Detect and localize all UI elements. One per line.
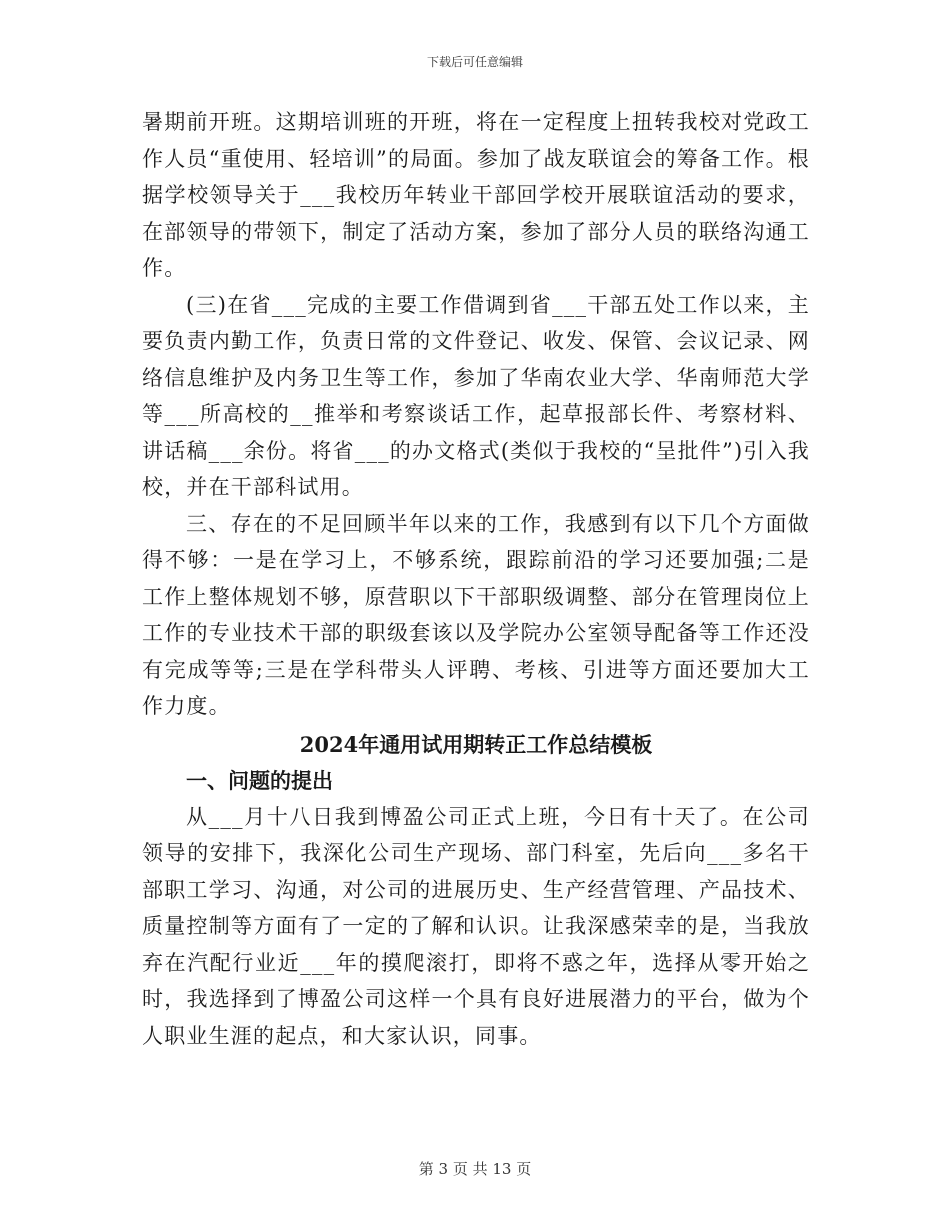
section-heading: 一、问题的提出 <box>186 767 333 793</box>
body-paragraph-1: 暑期前开班。这期培训班的开班，将在一定程度上扭转我校对党政工作人员“重使用、轻培训”的局面。参加了战友联谊会的筹备工作。根据学校领导关于___我校历年转业干部回学校开展联谊活动的要求，在部领导的带领下，制定了活动方案，参加了部分人员的联络沟通工作。 <box>142 110 810 280</box>
document-body <box>142 104 810 1054</box>
body-paragraph-3: 三、存在的不足回顾半年以来的工作，我感到有以下几个方面做得不够：一是在学习上，不够系统，跟踪前沿的学习还要加强;二是工作上整体规划不够，原营职以下干部职级调整、部分在管理岗位上工作的专业技术干部的职级套该以及学院办公室领导配备等工作还没有完成等等;三是在学科带头人评聘、考核、引进等方面还要加大工作力度。 <box>142 511 810 718</box>
document-title: 2024年通用试用期转正工作总结模板 <box>299 731 653 757</box>
body-paragraph-4: 从___月十八日我到博盈公司正式上班，今日有十天了。在公司领导的安排下，我深化公司生产现场、部门科室，先后向___多名干部职工学习、沟通，对公司的进展历史、生产经营管理、产品技术、质量控制等方面有了一定的了解和认识。让我深感荣幸的是，当我放弃在汽配行业近___年的摸爬滚打，即将不惑之年，选择从零开始之时，我选择到了博盈公司这样一个具有良好进展潜力的平台，做为个人职业生涯的起点，和大家认识，同事。 <box>142 804 810 1048</box>
page-number-footer: 第 3 页 共 13 页 <box>418 1160 532 1178</box>
page-header-note: 下载后可任意编辑 <box>426 55 523 69</box>
body-paragraph-2: (三)在省___完成的主要工作借调到省___干部五处工作以来，主要负责内勤工作，负责日常的文件登记、收发、保管、会议记录、网络信息维护及内务卫生等工作，参加了华南农业大学、华南师范大学等___所高校的__推举和考察谈话工作，起草报部长件、考察材料、讲话稿___余份。将省___的办文格式(类似于我校的“呈批件”)引入我校，并在干部科试用。 <box>142 292 810 499</box>
